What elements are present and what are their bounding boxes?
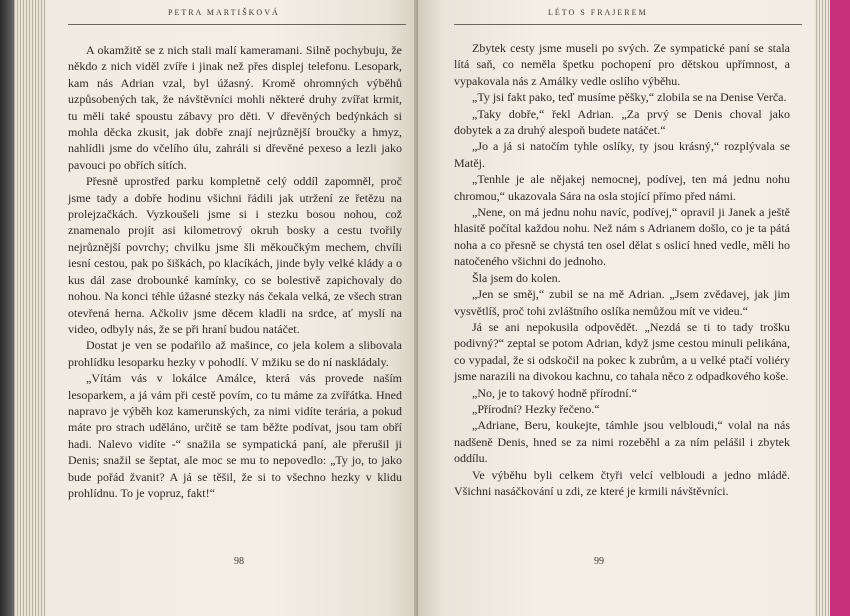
right-paragraph-4: „Jo a já si natočím tyhle oslíky, ty jsou krásný,“ rozplývala se Matěj. [454,139,790,170]
right-paragraph-1: Zbytek cesty jsme museli po svých. Ze sympatické paní se stala lítá saň, co neměla špetku pochopení pro dětskou upřímnost, a vypakovala nás z Amálky vedle oslího výběhu. [454,41,790,88]
right-paragraph-12: „Adriane, Beru, koukejte, támhle jsou velbloudi,“ volal na nás nadšeně Denis, hned se za nimi rozeběhl a za ním pelášil i zbytek oddílu. [454,418,790,466]
right-paragraph-3: „Taky dobře,“ řekl Adrian. „Za prvý se Denis choval jako dobytek a za druhý alespoň budete natáčet.“ [454,106,790,138]
right-paragraph-6: „Nene, on má jednu nohu navíc, podívej,“ opravil ji Janek a ještě hlasitě počítal každou nohu. Než nám s Adrianem došlo, co je ta pátá noha a co přesně se chystá ten osel dělat s oslicí hned vedle, měli ho natočeného všichni do jednoho. [454,205,790,269]
right-page [418,0,816,616]
left-page [46,0,418,616]
left-paragraph-4: „Vítám vás v lokálce Amálce, která vás provede naším lesoparkem, a já vám při cestě povím, co tu máme za zvířátka. Hned napravo je výběh koz kamerunských, za nimi vidíte terária, a pokud máte pro strach uděláno, určitě se tam běžte podívat, jsou tam obří hadi. Nalevo vidíte -“ snažila se sympatická paní, ale přerušil ji Denis; snažil se šeptat, ale moc se mu to nepovedlo: „Ty jo, to jako bude pořád žvanit? A já se těšil, že si to všechno hezky v klidu prohlídnu. To je vopruz, fakt!“ [68,371,402,500]
right-header-rule [454,24,802,25]
left-page-number: 98 [234,556,244,567]
right-paragraph-2: „Ty jsi fakt pako, teď musíme pěšky,“ zlobila se na Denise Verča. [472,90,787,105]
right-body-text [454,40,790,499]
left-body-text [68,42,402,501]
left-header-rule [68,24,406,25]
right-paragraph-7: Šla jsem do kolen. [472,270,561,285]
left-paragraph-2: Přesně uprostřed parku kompletně celý oddíl zapomněl, proč jsme tady a dobře hodinu všichni řádili jak utržení ze řetězu na prolejzačkách. Vyzkoušeli jsme si i stezku bosou nohou, což znamenalo projít asi kilometrový okruh bosky a cestu tvořily nejrůznější povrchy; chvilku jsme šli měkoučkým mechem, chvíli iesní cestou, pak po šiškách, po klacíkách, jinde byly velké klády a o kus dál zase drobounké kamínky, co se bolestivě zapichovaly do nohou. Na konci téhle úžasné stezky nás čekala velká, ze všech stran otevřená herna. Ačkoliv jsme děcem kladli na srdce, ať myslí na video, odbyly nás, že se při hraní budou natáčet. [68,174,402,336]
right-fore-edge [814,0,830,616]
left-running-head: PETRA MARTIŠKOVÁ [168,8,280,17]
left-cover-edge [0,0,14,616]
right-paragraph-13: Ve výběhu byli celkem čtyři velcí velbloudi a jedno mládě. Všichni nasáčkování u zdi, ze které je krmili návštěvníci. [454,467,790,498]
left-paragraph-3: Dostat je ven se podařilo až mašince, co jela kolem a slibovala prohlídku lesoparku hezky v pohodlí. V mžiku se do ní naskládaly. [68,338,402,369]
right-paragraph-10: „No, je to takový hodně přírodní.“ [472,385,637,400]
right-paragraph-9: Já se ani nepokusila odpovědět. „Nezdá se ti to tady trošku podivný?“ zeptal se potom Adrian, když jsme cestou minuli pelikána, co vypadal, že si odskočil na pokec k zubrům, a u velké ptačí voliéry jsme narazili na divokou kachnu, co tahala něco z odpadkového koše. [454,319,790,384]
right-paragraph-5: „Tenhle je ale nějakej nemocnej, podívej, ten má jednu nohu chromou,“ ukazovala Sára na osla stojící přímo před námi. [454,172,790,203]
right-paragraph-11: „Přírodní? Hezky řečeno.“ [472,401,600,416]
right-paragraph-8: „Jen se směj,“ zubil se na mě Adrian. „Jsem zvědavej, jak jim vysvětlíš, proč tohi zvláštního oslíka nemůžou mít ve videu.“ [454,287,790,318]
left-paragraph-1: A okamžitě se z nich stali malí kameramani. Silně pochybuju, že někdo z nich viděl zvíře i jinak než přes displej telefonu. Lesopark, kam nás Adrian vzal, byl úžasný. Kromě ohromných výběhů uzpůsobených tak, že návštěvníci mohli některé druhy zvířat krmit, tu měli také spoustu zábavy pro děti. V dřevěných bedýnkách si mohla děcka zkusit, jak dobře znají nejrůznější broučky a hmyz, nahlídli jsme do včelího úlu, zahráli si dřevěné pexeso a lezli jako pavouci po obřích sítích. [68,43,402,172]
right-page-number: 99 [594,556,604,567]
right-running-head: LÉTO S FRAJEREM [548,8,648,17]
